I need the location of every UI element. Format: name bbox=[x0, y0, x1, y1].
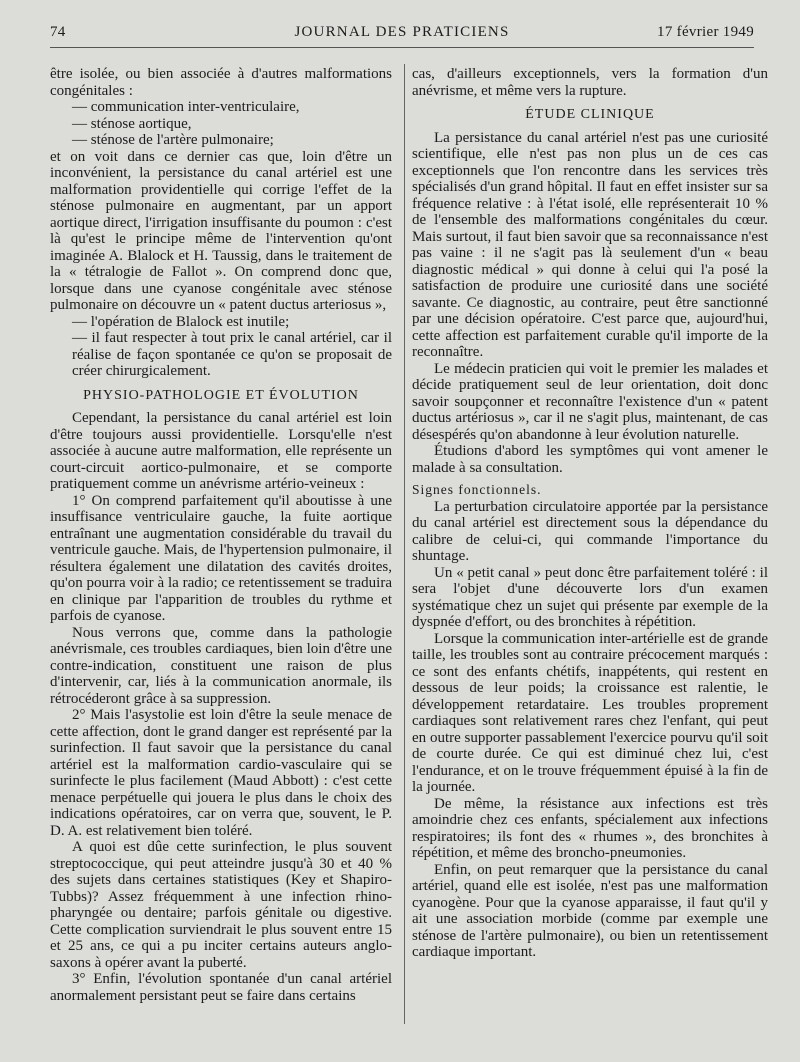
paragraph: Étudions d'abord les symptômes qui vont amener le malade à sa consultation. bbox=[412, 443, 768, 476]
issue-date: 17 février 1949 bbox=[657, 24, 754, 40]
left-column bbox=[50, 66, 392, 1004]
list-item: — il faut respecter à tout prix le canal artériel, car il réalise de façon spontanée ce qu'on se proposait de créer chirurgicalement. bbox=[72, 330, 392, 379]
list-item: — l'opération de Blalock est inutile; bbox=[72, 313, 290, 330]
section-heading: PHYSIO-PATHOLOGIE ET ÉVOLUTION bbox=[83, 387, 359, 403]
paragraph: Lorsque la communication inter-artérielle est de grande taille, les troubles sont au contraire précocement marqués : ce sont des enfants chétifs, inappétents, qui restent en dessous de leur poids; la croissance est ralentie, le développement retardataire. Les troubles proprement cardiaques sont relativement rares chez l'enfant, qui peut en outre supporter passablement l'exercice pourvu qu'il soit de courte durée. Ce qui est diminué chez lui, c'est l'endurance, et on le trouve fréquemment épuisé à la fin de la journée. bbox=[412, 630, 768, 795]
list-item: — communication inter-ventriculaire, bbox=[72, 99, 300, 115]
paragraph: La perturbation circulatoire apportée par la persistance du canal artériel est directement sous la dépendance du calibre de celui-ci, qui commande l'importance du shuntage. bbox=[412, 498, 768, 564]
paragraph: 1° On comprend parfaitement qu'il aboutisse à une insuffisance ventriculaire gauche, la fuite aortique entraînant une augmentation considérable du travail du ventricule gauche. Mais, de l'hypertension pulmonaire, il résultera également une dilatation des cavités droites, qu'on pourra voir à la radio; ce retentissement se traduira en clinique par l'apparition de troubles du rythme et parfois de cyanose. bbox=[50, 492, 392, 624]
subsection-heading: Signes fonctionnels. bbox=[412, 482, 542, 497]
header-rule bbox=[50, 47, 754, 48]
journal-title: JOURNAL DES PRATICIENS bbox=[294, 24, 510, 40]
paragraph: La persistance du canal artériel n'est pas une curiosité scientifique, elle n'est pas non plus un de ces cas exceptionnels que l'on rencontre dans les services très spécialisés d'un grand hôpital. Il faut en effet insister sur sa fréquence relative : à l'état isolé, elle représenterait 10 % de l'ensemble des malformations congénitales du cœur. Mais surtout, il faut bien savoir que sa reconnaissance n'est pas vaine : il ne s'agit pas là seulement d'un « beau diagnostic médical » qui donne à celui qui l'a posé la satisfaction de produire une curiosité dans une société savante. Ce diagnostic, au contraire, peut être sanctionné par une décision opératoire. C'est parce que, aujourd'hui, cette affection est parfaitement curable qu'il importe de la reconnaître. bbox=[412, 129, 768, 360]
paragraph: et on voit dans ce dernier cas que, loin d'être un inconvénient, la persistance du canal artériel est une malformation providentielle qui corrige l'effet de la sténose pulmonaire en augmentant, par un apport aortique direct, l'irrigation insuffisante du poumon : c'est là qu'est le principe même de l'intervention qu'ont imaginée A. Blalock et H. Taussig, dans le traitement de la « tétralogie de Fallot ». On comprend donc que, lorsque dans une cyanose congénitale avec sténose pulmonaire on découvre un « patent ductus arteriosus », bbox=[50, 148, 392, 313]
paragraph: Enfin, on peut remarquer que la persistance du canal artériel, quand elle est isolée, n'est pas une malformation cyanogène. Pour que la cyanose apparaisse, il faut qu'il y ait une association morbide (comme par exemple une sténose de l'artère pulmonaire), ou bien un retentissement cardiaque important. bbox=[412, 861, 768, 960]
column-divider bbox=[404, 64, 405, 1024]
paragraph: cas, d'ailleurs exceptionnels, vers la formation d'un anévrisme, et même vers la rupture. bbox=[412, 66, 768, 99]
paragraph: Nous verrons que, comme dans la pathologie anévrismale, ces troubles cardiaques, bien loin d'être une contre-indication, constituent une raison de plus d'intervenir, car, liés à la communication anormale, ils rétrocéderont grâce à sa suppression. bbox=[50, 624, 392, 707]
right-column bbox=[412, 66, 768, 961]
page-header bbox=[50, 24, 754, 46]
paragraph: 2° Mais l'asystolie est loin d'être la seule menace de cette affection, dont le grand danger est représenté par la surinfection. Il faut savoir que la persistance du canal artériel est la malformation cardio-vasculaire qui se surinfecte le plus facilement (Maud Abbott) : c'est cette menace perpétuelle qui jouera le plus dans le choix des indications opératoires, car on verra que, souvent, le P. D. A. est relativement bien toléré. bbox=[50, 707, 392, 839]
list-item: — sténose aortique, bbox=[72, 115, 192, 132]
page-number: 74 bbox=[50, 24, 66, 40]
paragraph: 3° Enfin, l'évolution spontanée d'un canal artériel anormalement persistant peut se faire dans certains bbox=[50, 971, 392, 1004]
list-item: — sténose de l'artère pulmonaire; bbox=[72, 132, 274, 148]
paragraph: Cependant, la persistance du canal artériel est loin d'être toujours aussi providentielle. Lorsqu'elle n'est associée à aucune autre malformation, elle représente un court-circuit aortico-pulmonaire, et se comporte pratiquement comme un anévrisme artério-veineux : bbox=[50, 410, 392, 492]
paragraph: Un « petit canal » peut donc être parfaitement toléré : il sera l'objet d'une découverte lors d'un examen systématique chez un sujet qui présente par exemple de la dyspnée d'effort, ou des bronchites à répétition. bbox=[412, 564, 768, 630]
paragraph: Le médecin praticien qui voit le premier les malades et décide pratiquement seul de leur orientation, doit donc savoir soupçonner et reconnaître l'existence d'un « patent ductus artériosus », car il ne s'agit plus, maintenant, de cas désespérés qu'on abandonne à leur évolution naturelle. bbox=[412, 360, 768, 443]
section-heading: ÉTUDE CLINIQUE bbox=[525, 107, 655, 122]
paragraph: être isolée, ou bien associée à d'autres malformations congénitales : bbox=[50, 66, 392, 99]
paragraph: De même, la résistance aux infections est très amoindrie chez ces enfants, spécialement aux infections respiratoires; ils font des « rhumes », des bronchites à répétition, et même des broncho-pneumonies. bbox=[412, 795, 768, 861]
paragraph: A quoi est dûe cette surinfection, le plus souvent streptococcique, qui peut atteindre jusqu'à 30 et 40 % des sujets dans certaines statistiques (Key et Shapiro-Tubbs)? Assez fréquemment à une infection rhino-pharyngée ou dentaire; parfois génitale ou digestive. Cette complication surviendrait le plus souvent entre 15 et 25 ans, ce qui a pu inciter certains auteurs anglo-saxons à opérer avant la puberté. bbox=[50, 839, 392, 971]
